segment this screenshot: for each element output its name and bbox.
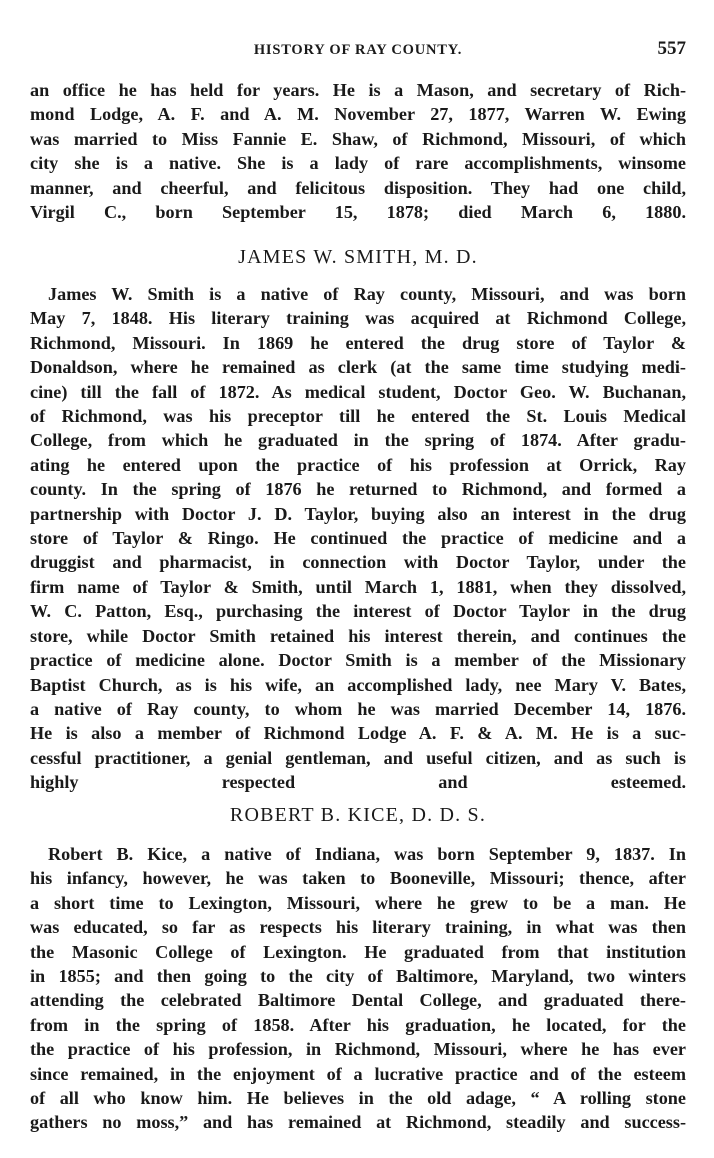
text-line: mond Lodge, A. F. and A. M. November 27, 1877, Warren W. Ewing: [30, 104, 686, 125]
text-line: of all who know him. He believes in the old adage, “ A rolling stone: [30, 1088, 686, 1109]
text-line: Baptist Church, as is his wife, an accomplished lady, nee Mary V. Bates,: [30, 674, 686, 695]
text-line: He is also a member of Richmond Lodge A. F. & A. M. He is a suc-: [30, 723, 686, 744]
running-title: HISTORY OF RAY COUNTY.: [253, 42, 463, 58]
text-line: Richmond, Missouri. In 1869 he entered the drug store of Taylor &: [30, 332, 686, 353]
text-line: store, while Doctor Smith retained his interest therein, and continues the: [30, 625, 686, 646]
text-line: an office he has held for years. He is a Mason, and secretary of Rich-: [30, 80, 686, 100]
text-line: since remained, in the enjoyment of a lucrative practice and of the esteem: [30, 1063, 686, 1084]
text-line: Donaldson, where he remained as clerk (at the same time studying medi-: [30, 357, 686, 378]
text-line: gathers no moss,” and has remained at Richmond, steadily and success-: [30, 1112, 686, 1133]
text-line-last: highly respected and esteemed.: [30, 772, 686, 793]
text-line: manner, and cheerful, and felicitous disposition. They had one child,: [30, 177, 686, 198]
text-line: a short time to Lexington, Missouri, where he grew to be a man. He: [30, 892, 686, 913]
text-line: a native of Ray county, to whom he was married December 14, 1876.: [30, 698, 686, 719]
text-line: was married to Miss Fannie E. Shaw, of Richmond, Missouri, of which: [30, 128, 686, 149]
text-line: the practice of his profession, in Richmond, Missouri, where he has ever: [30, 1039, 686, 1060]
section-heading-robert-b-kice: ROBERT B. KICE, D. D. S.: [229, 804, 487, 826]
text-line: city she is a native. She is a lady of rare accomplishments, winsome: [30, 153, 686, 174]
text-line: cine) till the fall of 1872. As medical student, Doctor Geo. W. Buchanan,: [30, 381, 686, 402]
continuation-paragraph: [30, 78, 686, 224]
text-line: James W. Smith is a native of Ray county, Missouri, and was born: [48, 284, 686, 304]
biography-robert-b-kice: [30, 842, 686, 1135]
text-line: College, from which he graduated in the spring of 1874. After gradu-: [30, 430, 686, 451]
text-line: firm name of Taylor & Smith, until March 1, 1881, when they dissolved,: [30, 576, 686, 597]
text-line: the Masonic College of Lexington. He graduated from that institution: [30, 941, 686, 962]
text-line: was educated, so far as respects his literary training, in what was then: [30, 917, 686, 938]
section-heading-james-w-smith: JAMES W. SMITH, M. D.: [238, 246, 478, 268]
text-line: practice of medicine alone. Doctor Smith is a member of the Missionary: [30, 650, 686, 671]
text-line: druggist and pharmacist, in connection with Doctor Taylor, under the: [30, 552, 686, 573]
text-line: W. C. Patton, Esq., purchasing the interest of Doctor Taylor in the drug: [30, 601, 686, 622]
page-header: [30, 38, 686, 64]
text-line: from in the spring of 1858. After his graduation, he located, for the: [30, 1014, 686, 1035]
text-line: partnership with Doctor J. D. Taylor, buying also an interest in the drug: [30, 503, 686, 524]
page-number: 557: [657, 38, 686, 59]
text-line-last: Virgil C., born September 15, 1878; died March 6, 1880.: [30, 202, 686, 223]
text-line: May 7, 1848. His literary training was acquired at Richmond College,: [30, 308, 686, 329]
text-line: store of Taylor & Ringo. He continued the practice of medicine and a: [30, 528, 686, 549]
text-line: his infancy, however, he was taken to Booneville, Missouri; thence, after: [30, 868, 686, 889]
text-line: Robert B. Kice, a native of Indiana, was born September 9, 1837. In: [48, 844, 686, 864]
biography-james-w-smith: [30, 282, 686, 795]
text-line: attending the celebrated Baltimore Dental College, and graduated there-: [30, 990, 686, 1011]
text-line: in 1855; and then going to the city of Baltimore, Maryland, two winters: [30, 966, 686, 987]
text-line: county. In the spring of 1876 he returned to Richmond, and formed a: [30, 479, 686, 500]
text-line: ating he entered upon the practice of his profession at Orrick, Ray: [30, 454, 686, 475]
text-line: of Richmond, was his preceptor till he entered the St. Louis Medical: [30, 406, 686, 427]
text-line: cessful practitioner, a genial gentleman, and useful citizen, and as such is: [30, 747, 686, 768]
